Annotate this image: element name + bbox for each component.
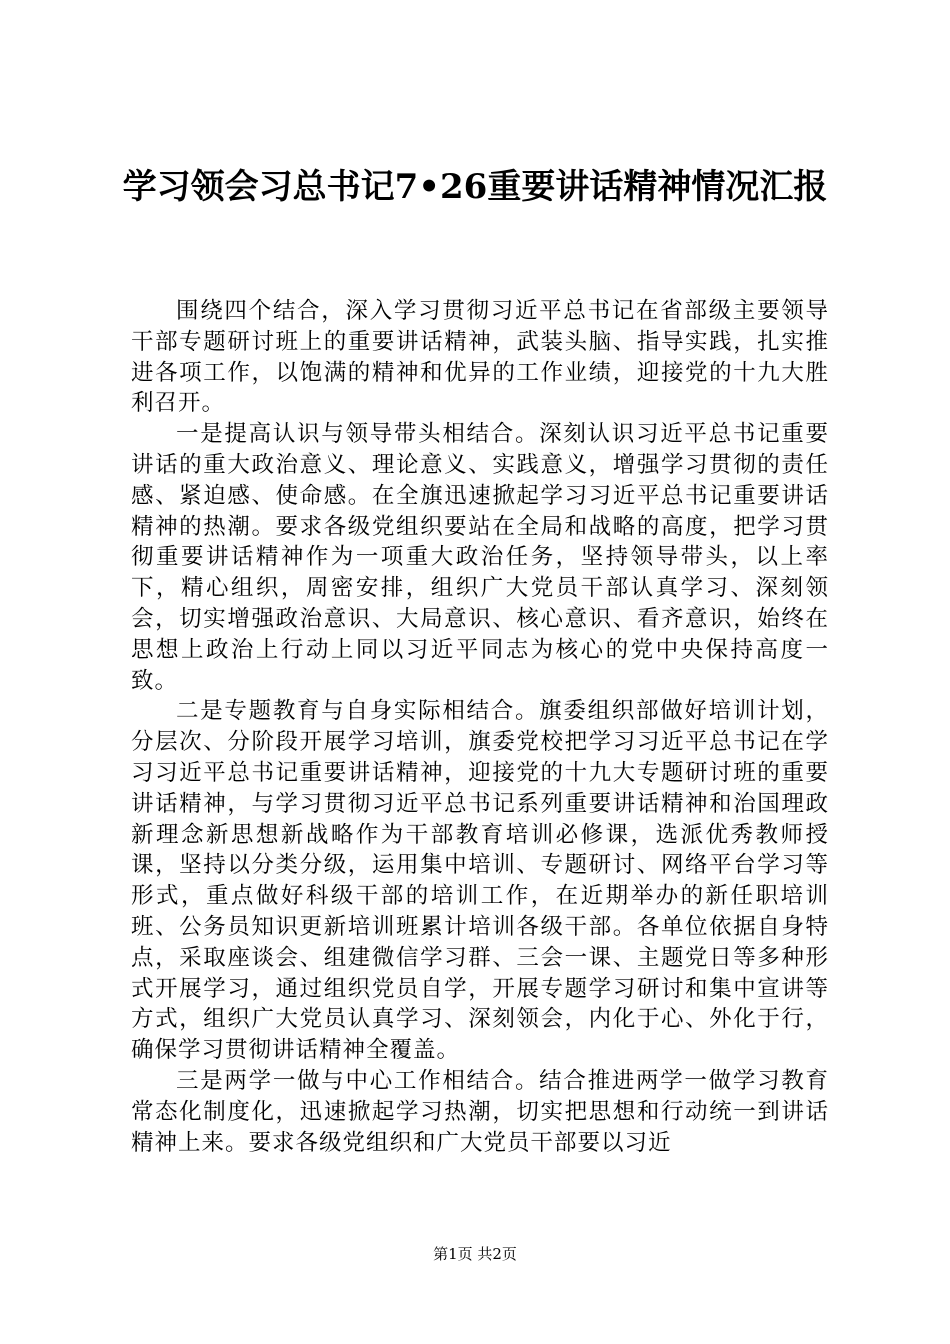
paragraph-intro: 围绕四个结合，深入学习贯彻习近平总书记在省部级主要领导干部专题研讨班上的重要讲话精神，武装头脑、指导实践，扎实推进各项工作，以饱满的精神和优异的工作业绩，迎接党的十九大胜利召开。 bbox=[131, 298, 829, 417]
paragraph-point-three: 三是两学一做与中心工作相结合。结合推进两学一做学习教育常态化制度化，迅速掀起学习热潮，切实把思想和行动统一到讲话精神上来。要求各级党组织和广大党员干部要以习近 bbox=[131, 1067, 829, 1156]
page-number-footer: 第1页 共2页 bbox=[433, 1245, 517, 1263]
document-body bbox=[131, 296, 829, 1158]
document-title: 学习领会习总书记7•26重要讲话精神情况汇报 bbox=[122, 167, 828, 207]
paragraph-point-two: 二是专题教育与自身实际相结合。旗委组织部做好培训计划，分层次、分阶段开展学习培训，旗委党校把学习习近平总书记在学习习近平总书记重要讲话精神，迎接党的十九大专题研讨班的重要讲话精神，与学习贯彻习近平总书记系列重要讲话精神和治国理政新理念新思想新战略作为干部教育培训必修课，选派优秀教师授课，坚持以分类分级，运用集中培训、专题研讨、网络平台学习等形式，重点做好科级干部的培训工作，在近期举办的新任职培训班、公务员知识更新培训班累计培训各级干部。各单位依据自身特点，采取座谈会、组建微信学习群、三会一课、主题党日等多种形式开展学习，通过组织党员自学，开展专题学习研讨和集中宣讲等方式，组织广大党员认真学习、深刻领会，内化于心、外化于行，确保学习贯彻讲话精神全覆盖。 bbox=[131, 698, 829, 1064]
paragraph-point-one: 一是提高认识与领导带头相结合。深刻认识习近平总书记重要讲话的重大政治意义、理论意义、实践意义，增强学习贯彻的责任感、紧迫感、使命感。在全旗迅速掀起学习习近平总书记重要讲话精神的热潮。要求各级党组织要站在全局和战略的高度，把学习贯彻重要讲话精神作为一项重大政治任务，坚持领导带头，以上率下，精心组织，周密安排，组织广大党员干部认真学习、深刻领会，切实增强政治意识、大局意识、核心意识、看齐意识，始终在思想上政治上行动上同以习近平同志为核心的党中央保持高度一致。 bbox=[131, 421, 829, 694]
